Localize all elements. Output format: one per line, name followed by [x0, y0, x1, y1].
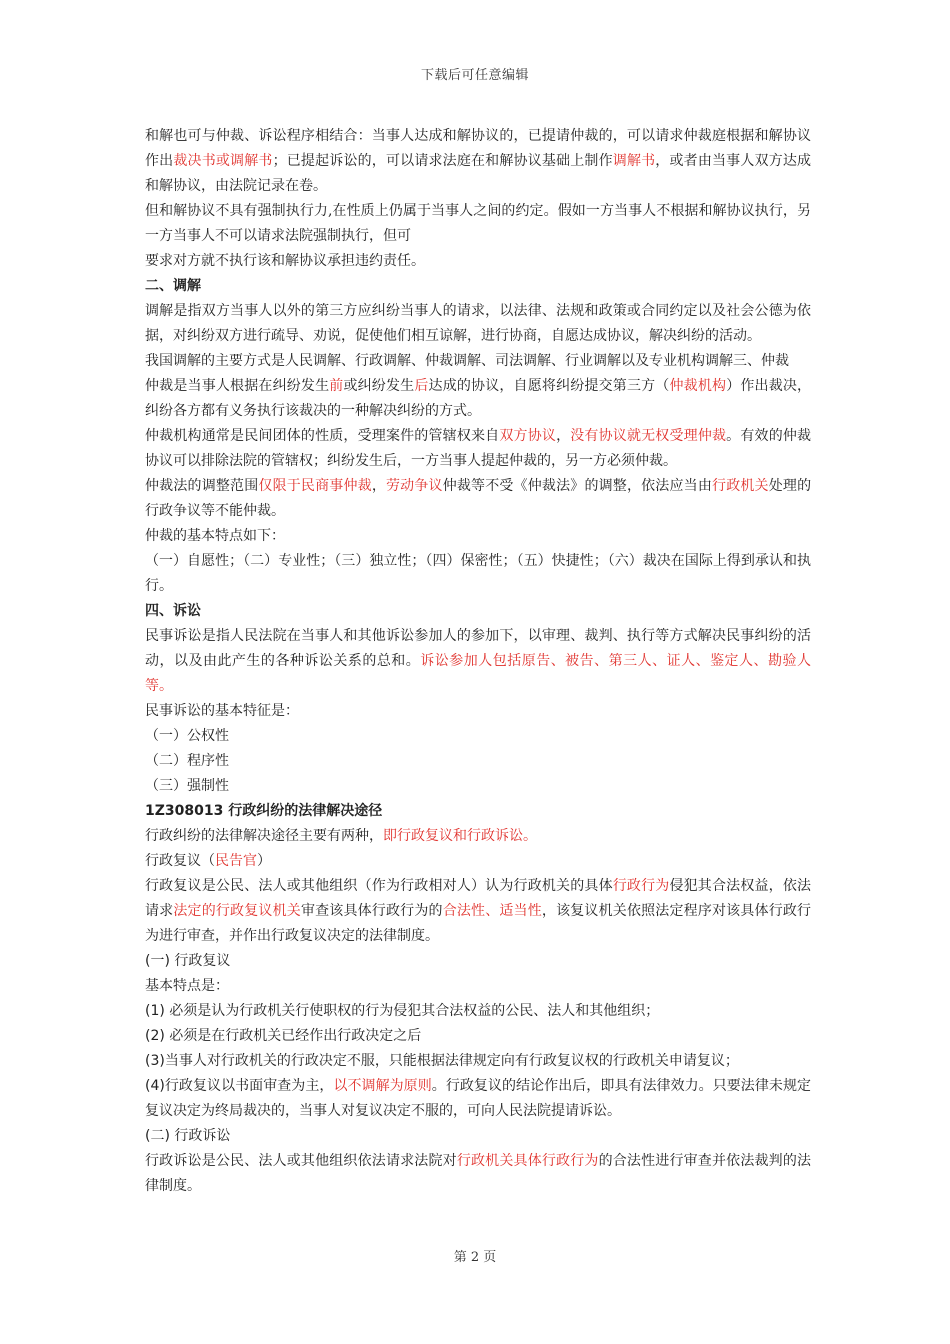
paragraph: 仲裁的基本特点如下：: [145, 528, 285, 544]
paragraph: 但和解协议不具有强制执行力,在性质上仍属于当事人之间的约定。假如一方当事人不根据和解协议执行，另一方当事人不可以请求法院强制执行，但可: [145, 203, 811, 244]
section-heading: 1Z308013 行政纠纷的法律解决途径: [145, 803, 383, 819]
subheading: (一) 行政复议: [145, 953, 231, 969]
paragraph: 要求对方就不执行该和解协议承担违约责任。: [145, 253, 425, 269]
list-item: (4)行政复议以书面审查为主，以不调解为原则。行政复议的结论作出后，即具有法律效力。只要法律未规定复议决定为终局裁决的，当事人对复议决定不服的，可向人民法院提请诉讼。: [145, 1078, 811, 1119]
list-item: （一）公权性: [145, 728, 229, 744]
paragraph: 和解也可与仲裁、诉讼程序相结合：当事人达成和解协议的，已提请仲裁的，可以请求仲裁庭根据和解协议作出裁决书或调解书；已提起诉讼的，可以请求法庭在和解协议基础上制作调解书，或者由当事人双方达成和解协议，由法院记录在卷。: [145, 128, 812, 194]
page-number: 第 2 页: [453, 1250, 497, 1265]
paragraph: （一）自愿性；（二）专业性；（三）独立性；（四）保密性；（五）快捷性；（六）裁决在国际上得到承认和执行。: [145, 553, 811, 594]
document-body: [145, 124, 811, 1199]
list-item: （三）强制性: [145, 778, 229, 794]
page-header: 下载后可任意编辑: [420, 68, 529, 83]
subheading: (二) 行政诉讼: [145, 1128, 231, 1144]
paragraph: 仲裁是当事人根据在纠纷发生前或纠纷发生后达成的协议，自愿将纠纷提交第三方（仲裁机构）作出裁决，纠纷各方都有义务执行该裁决的一种解决纠纷的方式。: [145, 378, 812, 419]
list-item: （二）程序性: [145, 753, 229, 769]
paragraph: 民事诉讼是指人民法院在当事人和其他诉讼参加人的参加下，以审理、裁判、执行等方式解决民事纠纷的活动，以及由此产生的各种诉讼关系的总和。诉讼参加人包括原告、被告、第三人、证人、鉴定人、勘验人等。: [145, 628, 812, 694]
paragraph: 行政复议是公民、法人或其他组织（作为行政相对人）认为行政机关的具体行政行为侵犯其合法权益，依法请求法定的行政复议机关审查该具体行政行为的合法性、适当性，该复议机关依照法定程序对该具体行政行为进行审查，并作出行政复议决定的法律制度。: [145, 878, 812, 944]
paragraph: 民事诉讼的基本特征是：: [145, 703, 299, 719]
paragraph: 行政复议（民告官）: [145, 853, 271, 869]
list-item: (1) 必须是认为行政机关行使职权的行为侵犯其合法权益的公民、法人和其他组织；: [145, 1003, 660, 1019]
paragraph: 我国调解的主要方式是人民调解、行政调解、仲裁调解、司法调解、行业调解以及专业机构调解三、仲裁: [145, 353, 789, 369]
paragraph: 行政纠纷的法律解决途径主要有两种，即行政复议和行政诉讼。: [145, 828, 537, 844]
paragraph: 仲裁机构通常是民间团体的性质，受理案件的管辖权来自双方协议，没有协议就无权受理仲裁。有效的仲裁协议可以排除法院的管辖权；纠纷发生后，一方当事人提起仲裁的，另一方必须仲裁。: [145, 428, 812, 469]
section-heading: 四、诉讼: [145, 603, 201, 619]
list-item: (2) 必须是在行政机关已经作出行政决定之后: [145, 1028, 422, 1044]
section-heading: 二、调解: [145, 278, 201, 294]
paragraph: 基本特点是：: [145, 978, 229, 994]
paragraph: 仲裁法的调整范围仅限于民商事仲裁，劳动争议仲裁等不受《仲裁法》的调整，依法应当由行政机关处理的行政争议等不能仲裁。: [145, 478, 812, 519]
paragraph: 行政诉讼是公民、法人或其他组织依法请求法院对行政机关具体行政行为的合法性进行审查并依法裁判的法律制度。: [145, 1153, 812, 1194]
list-item: (3)当事人对行政机关的行政决定不服，只能根据法律规定向有行政复议权的行政机关申请复议；: [145, 1053, 739, 1069]
paragraph: 调解是指双方当事人以外的第三方应纠纷当事人的请求，以法律、法规和政策或合同约定以及社会公德为依据，对纠纷双方进行疏导、劝说，促使他们相互谅解，进行协商，自愿达成协议，解决纠纷的活动。: [145, 303, 811, 344]
